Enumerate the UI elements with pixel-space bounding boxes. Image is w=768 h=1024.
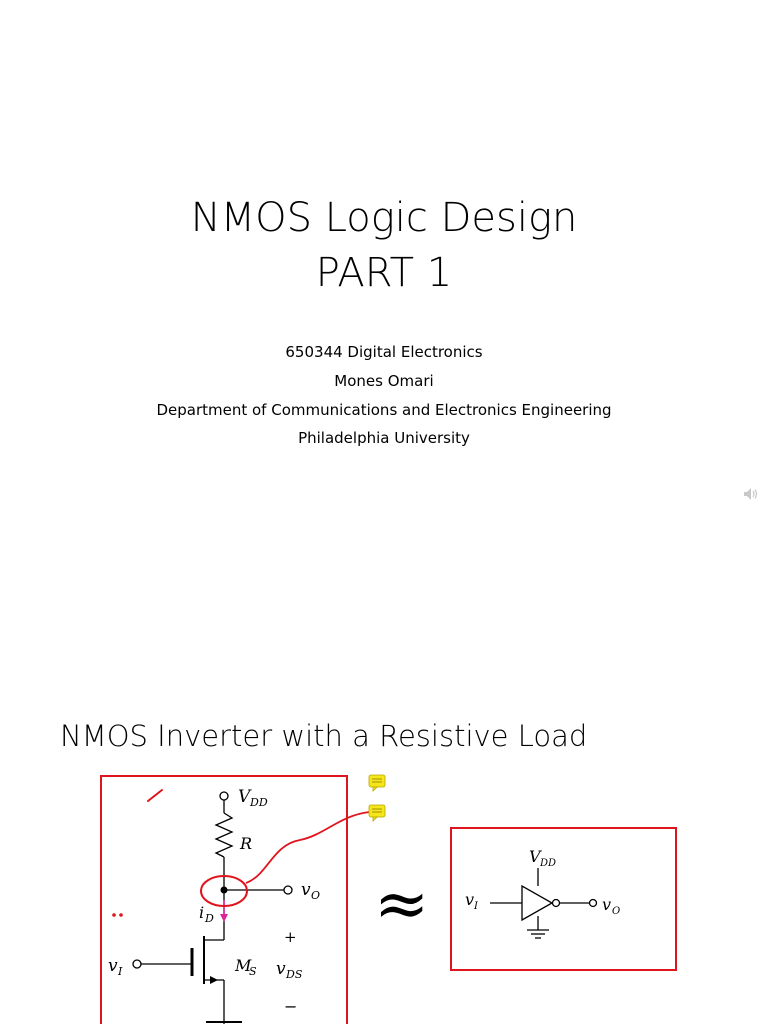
slide-title-line2: PART 1 xyxy=(315,250,453,296)
inverter-highlight-box xyxy=(451,828,676,970)
comment-icon[interactable] xyxy=(369,775,385,791)
inv-label-vi: v xyxy=(465,890,475,909)
label-minus: − xyxy=(284,997,298,1016)
ink-dot xyxy=(112,913,116,917)
slide-title: NMOS Inverter with a Resistive Load xyxy=(60,719,588,753)
label-vds: v xyxy=(276,959,286,979)
current-arrow xyxy=(220,914,228,922)
resistor xyxy=(216,813,232,857)
label-vi: v xyxy=(108,956,118,976)
label-vds-sub: DS xyxy=(286,968,303,981)
label-ms-sub: S xyxy=(249,965,257,978)
label-id-sub: D xyxy=(205,912,214,925)
label-vo: v xyxy=(301,880,311,900)
label-vo-sub: O xyxy=(311,889,321,902)
course-name: 650344 Digital Electronics xyxy=(285,343,483,361)
label-plus: + xyxy=(284,928,297,946)
circuit-figure xyxy=(0,690,768,1024)
university-name: Philadelphia University xyxy=(298,429,470,447)
vdd-terminal xyxy=(220,792,228,800)
label-vdd-sub: DD xyxy=(250,796,268,809)
ink-tick-mark xyxy=(148,790,162,801)
vi-terminal xyxy=(133,960,141,968)
label-r: R xyxy=(240,834,253,853)
label-id: i xyxy=(199,903,205,922)
slide-title-line1: NMOS Logic Design xyxy=(190,195,578,241)
comment-icon[interactable] xyxy=(369,805,385,821)
approx-symbol: ≈ xyxy=(374,865,430,942)
inv-label-vi-sub: I xyxy=(474,901,478,912)
vo-terminal xyxy=(284,886,292,894)
inv-label-vdd: V xyxy=(529,847,541,866)
label-vdd: V xyxy=(238,787,251,807)
department-name: Department of Communications and Electronics Engineering xyxy=(156,401,612,419)
speaker-icon[interactable] xyxy=(743,487,759,501)
inverter-symbol xyxy=(522,886,552,920)
inv-label-vo: v xyxy=(602,895,612,914)
label-vi-sub: I xyxy=(118,965,123,978)
content-slide xyxy=(0,690,768,1024)
ink-dot xyxy=(119,913,123,917)
ink-curve xyxy=(246,812,370,883)
inv-label-vo-sub: O xyxy=(612,906,621,917)
inv-label-vdd-sub: DD xyxy=(540,858,557,869)
author-name: Mones Omari xyxy=(334,372,434,390)
label-ms: M xyxy=(235,956,252,975)
